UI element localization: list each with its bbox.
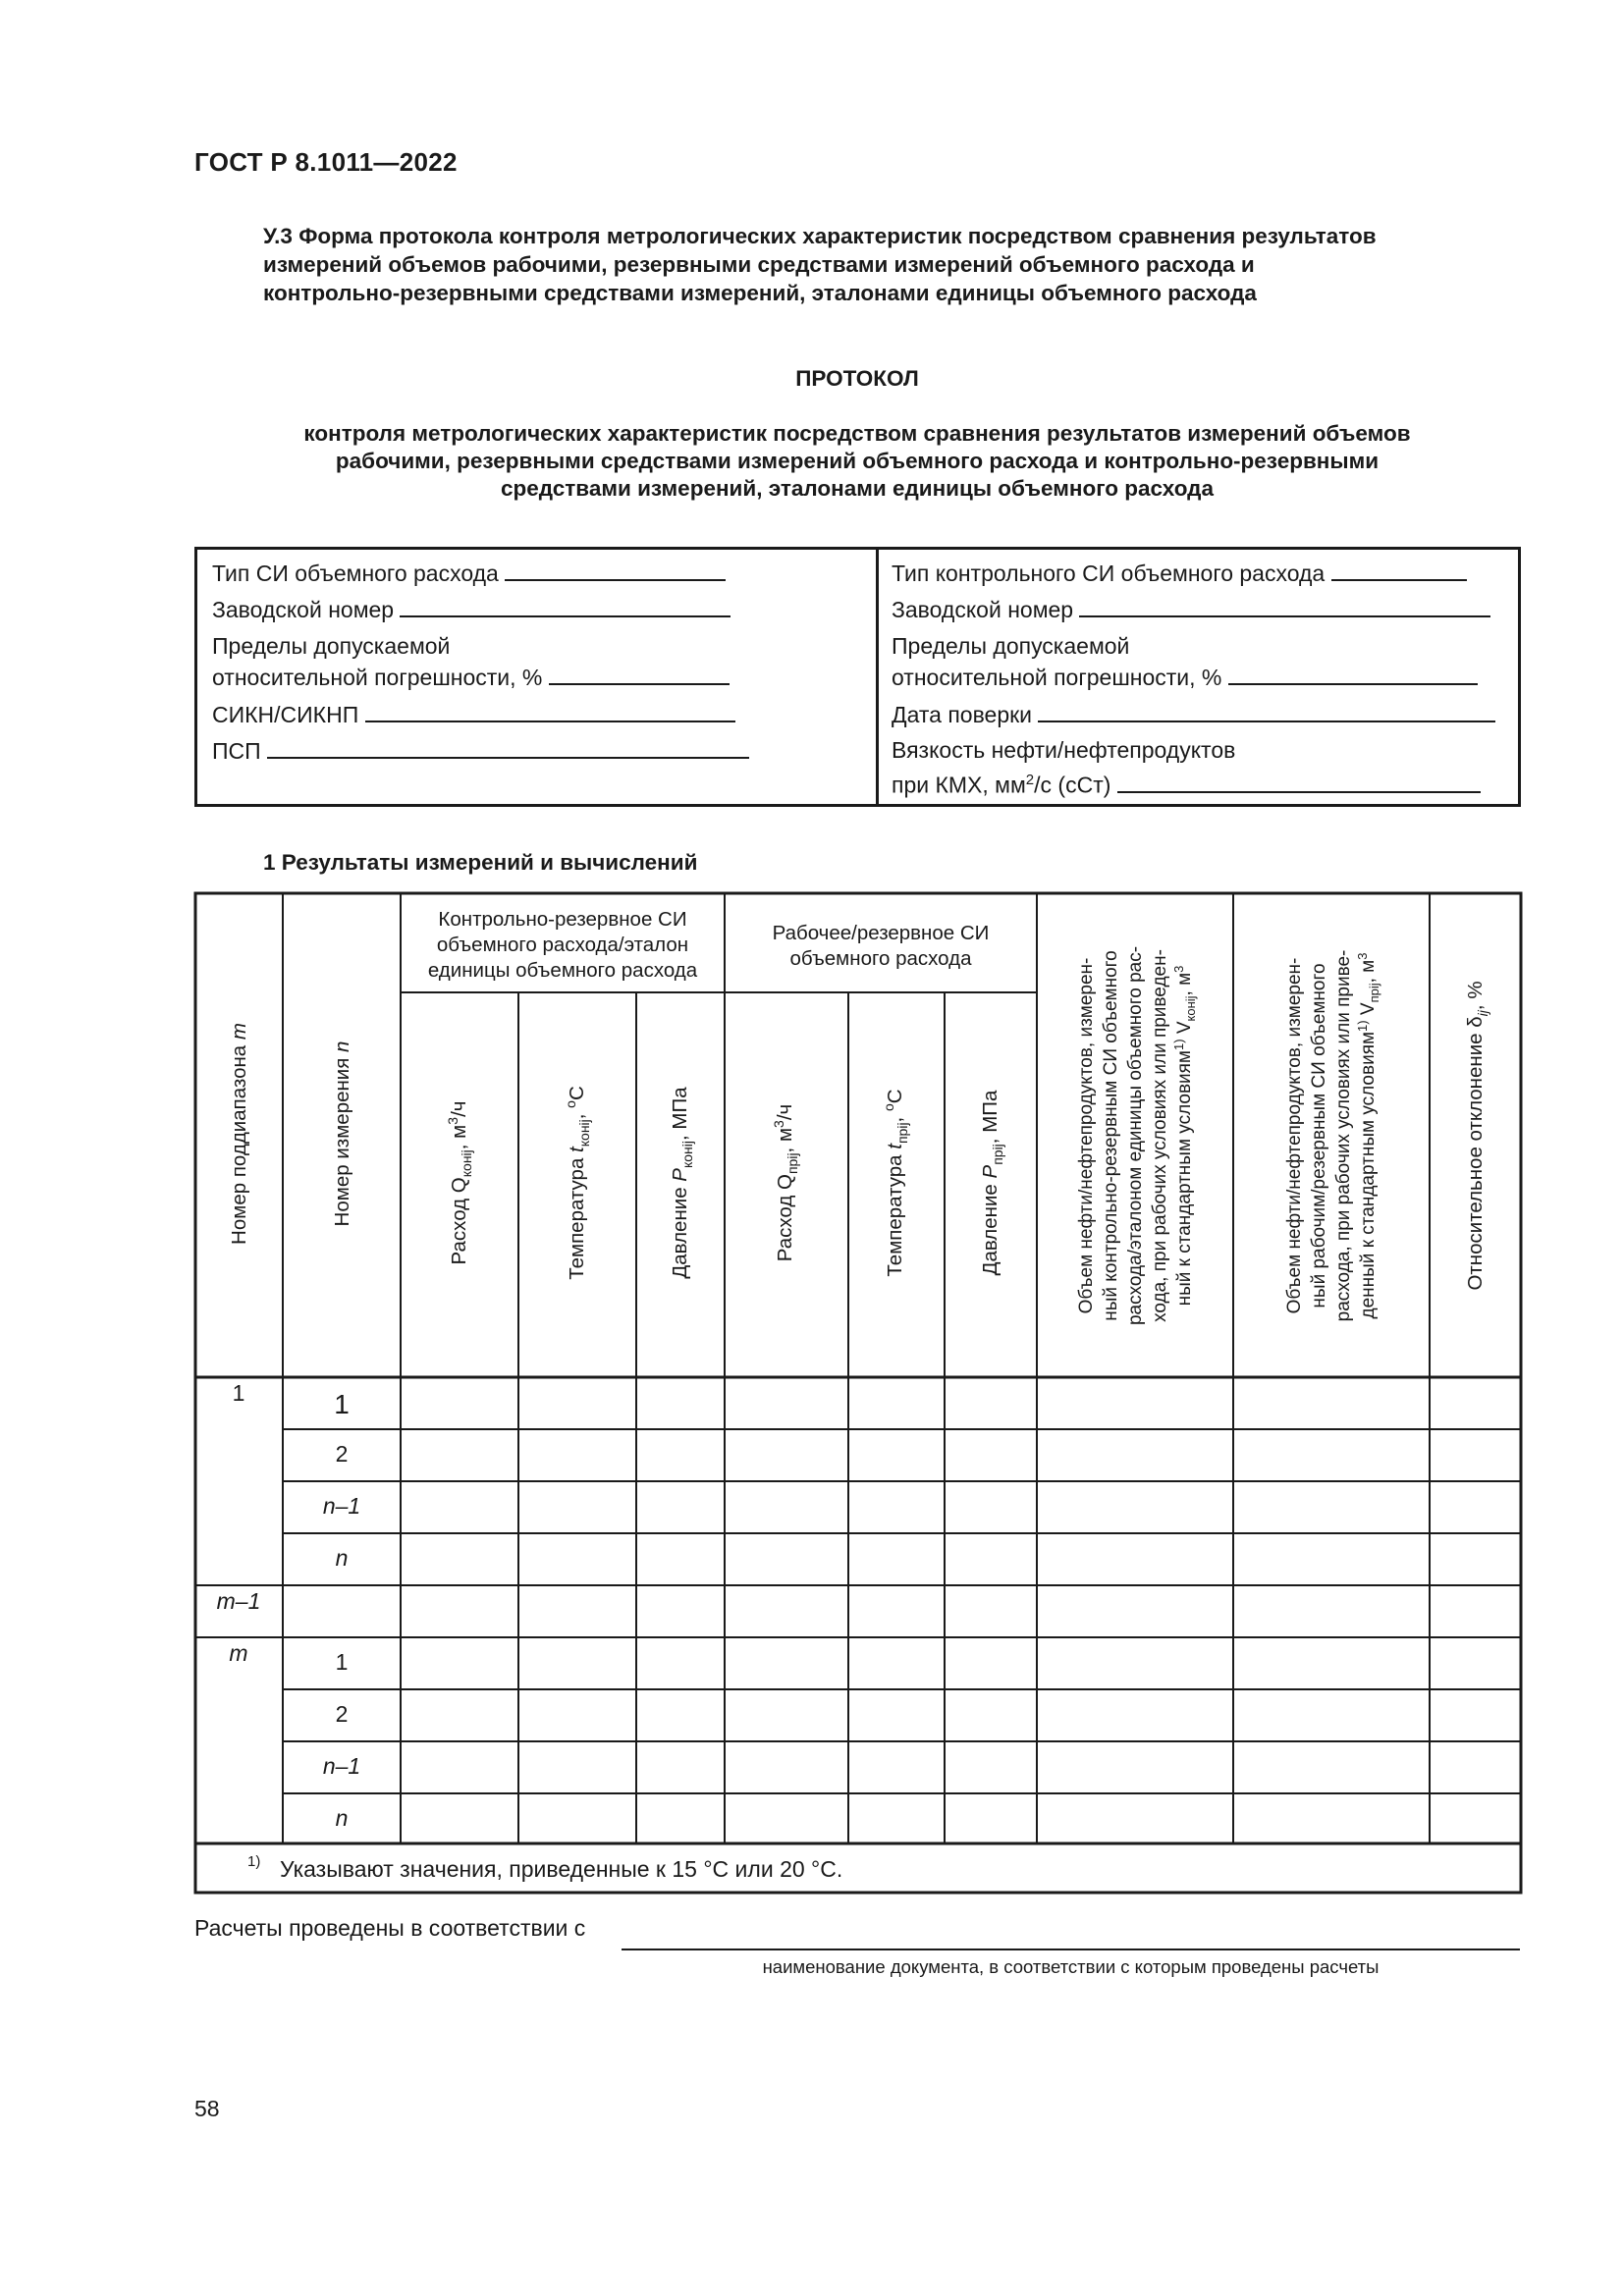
control-si-type-label: Тип контрольного СИ объемного расхода [892,561,1326,586]
row-measurement-label: n [335,1545,349,1571]
col-header-measurement: Номер измерения n [331,1041,353,1227]
row-subrange-label: m–1 [216,1588,261,1614]
col-header-deviation: Относительное отклонение $\delta_{ij}$, % [1464,981,1490,1291]
col-header-t-control: Температура $t_{конij}$, $^o$C [563,1086,592,1280]
page-number: 58 [194,2096,220,2121]
control-error-limits-label: относительной погрешности, % [892,665,1222,690]
group-working-line: объемного расхода [789,947,972,970]
verification-date-label: Дата поверки [892,702,1033,727]
group-control-line: Контрольно-резервное СИ [438,908,687,931]
col-header-subrange: Номер поддиапазона m [228,1023,250,1245]
col-header-v-working-line: денный к стандартным условиям$^{1)}$ $V_{прij}$, $м^3$ [1355,952,1381,1319]
group-control-line: объемного расхода/эталон [436,934,689,956]
group-header-control [428,908,698,982]
viscosity-label-suffix: /с (сСт) [1034,772,1111,798]
col-header-t-working: Температура $t_{прij}$, $^o$C [881,1089,910,1277]
col-header-v-control-line: расхода/эталоном единицы объемного рас- [1125,945,1146,1326]
calculations-input[interactable] [622,1949,1520,1950]
group-header-working [773,922,990,970]
col-header-q-control: Расход $Q_{конij}$, $м^3/ч$ [445,1100,474,1265]
footnote-text: Указывают значения, приведенные к 15 °С или 20 °С. [280,1856,843,1882]
si-type-label: Тип СИ объемного расхода [212,561,499,586]
results-heading: 1 Результаты измерений и вычислений [263,850,698,875]
calculations-label: Расчеты проведены в соответствии с [194,1915,586,1941]
error-limits-label: относительной погрешности, % [212,665,543,690]
row-subrange-label: 1 [232,1380,245,1406]
section-heading-line: измерений объемов рабочими, резервными средствами измерений объемного расхода и [263,252,1255,277]
protocol-subtitle-line: рабочими, резервными средствами измерений объемного расхода и контрольно-резервными [335,449,1380,473]
group-working-line: Рабочее/резервное СИ [772,922,990,944]
col-header-v-control-line: хода, при рабочих условиях или приведен- [1150,949,1170,1322]
footnote-mark: 1) [247,1853,261,1870]
psp-label: ПСП [212,738,261,764]
col-header-v-control-line: ный к стандартным условиям$^{1)}$ $V_{конij}$, $м^3$ [1171,965,1198,1307]
protocol-subtitle-line: средствами измерений, эталонами единицы объемного расхода [501,476,1214,501]
sikn-label: СИКН/СИКНП [212,702,359,727]
serial-number-label: Заводской номер [212,597,395,622]
col-header-p-control: Давление $P_{конij}$, МПа [669,1087,695,1279]
row-measurement-label: 2 [335,1701,349,1727]
row-labels [217,1380,361,1831]
protocol-title: ПРОТОКОЛ [795,366,919,391]
control-error-limits-label-line1: Пределы допускаемой [892,633,1130,659]
col-header-v-working-line: ный рабочим/резервным СИ объемного [1309,963,1329,1308]
col-header-v-working-line: Объем нефти/нефтепродуктов, измерен- [1284,957,1305,1314]
row-measurement-label: 2 [335,1441,349,1467]
col-header-v-control-line: ный контрольно-резервным СИ объемного [1101,950,1121,1321]
row-measurement-label: n–1 [322,1493,361,1519]
document-standard: ГОСТ Р 8.1011—2022 [194,147,458,177]
control-serial-number-label: Заводской номер [892,597,1074,622]
row-measurement-label: n [335,1805,349,1831]
col-header-v-working-line: расхода, при рабочих условиях или приве- [1333,949,1354,1322]
error-limits-label-line1: Пределы допускаемой [212,633,451,659]
col-header-v-control-line: Объем нефти/нефтепродуктов, измерен- [1076,957,1097,1314]
section-heading-line: У.3 Форма протокола контроля метрологических характеристик посредством сравнения результатов [263,224,1377,248]
row-subrange-label: m [229,1640,248,1666]
viscosity-label-sup: 2 [1025,772,1035,788]
viscosity-label-prefix: при КМХ, мм [892,772,1026,798]
col-header-v-working [1284,950,1381,1322]
row-measurement-label: 1 [334,1389,350,1419]
col-header-p-working: Давление $P_{прij}$, МПа [979,1090,1005,1276]
group-control-line: единицы объемного расхода [427,959,698,982]
col-header-v-control [1076,946,1198,1325]
row-measurement-label: 1 [335,1649,349,1675]
viscosity-label-line1: Вязкость нефти/нефтепродуктов [892,737,1236,763]
section-heading-line: контрольно-резервными средствами измерений, эталонами единицы объемного расхода [263,281,1257,305]
col-header-q-working: Расход $Q_{прij}$, $м^3/ч$ [771,1103,800,1262]
protocol-subtitle-line: контроля метрологических характеристик посредством сравнения результатов измерений объемов [303,421,1411,446]
row-measurement-label: n–1 [322,1753,361,1779]
calculations-hint: наименование документа, в соответствии с которым проведены расчеты [762,1956,1380,1977]
